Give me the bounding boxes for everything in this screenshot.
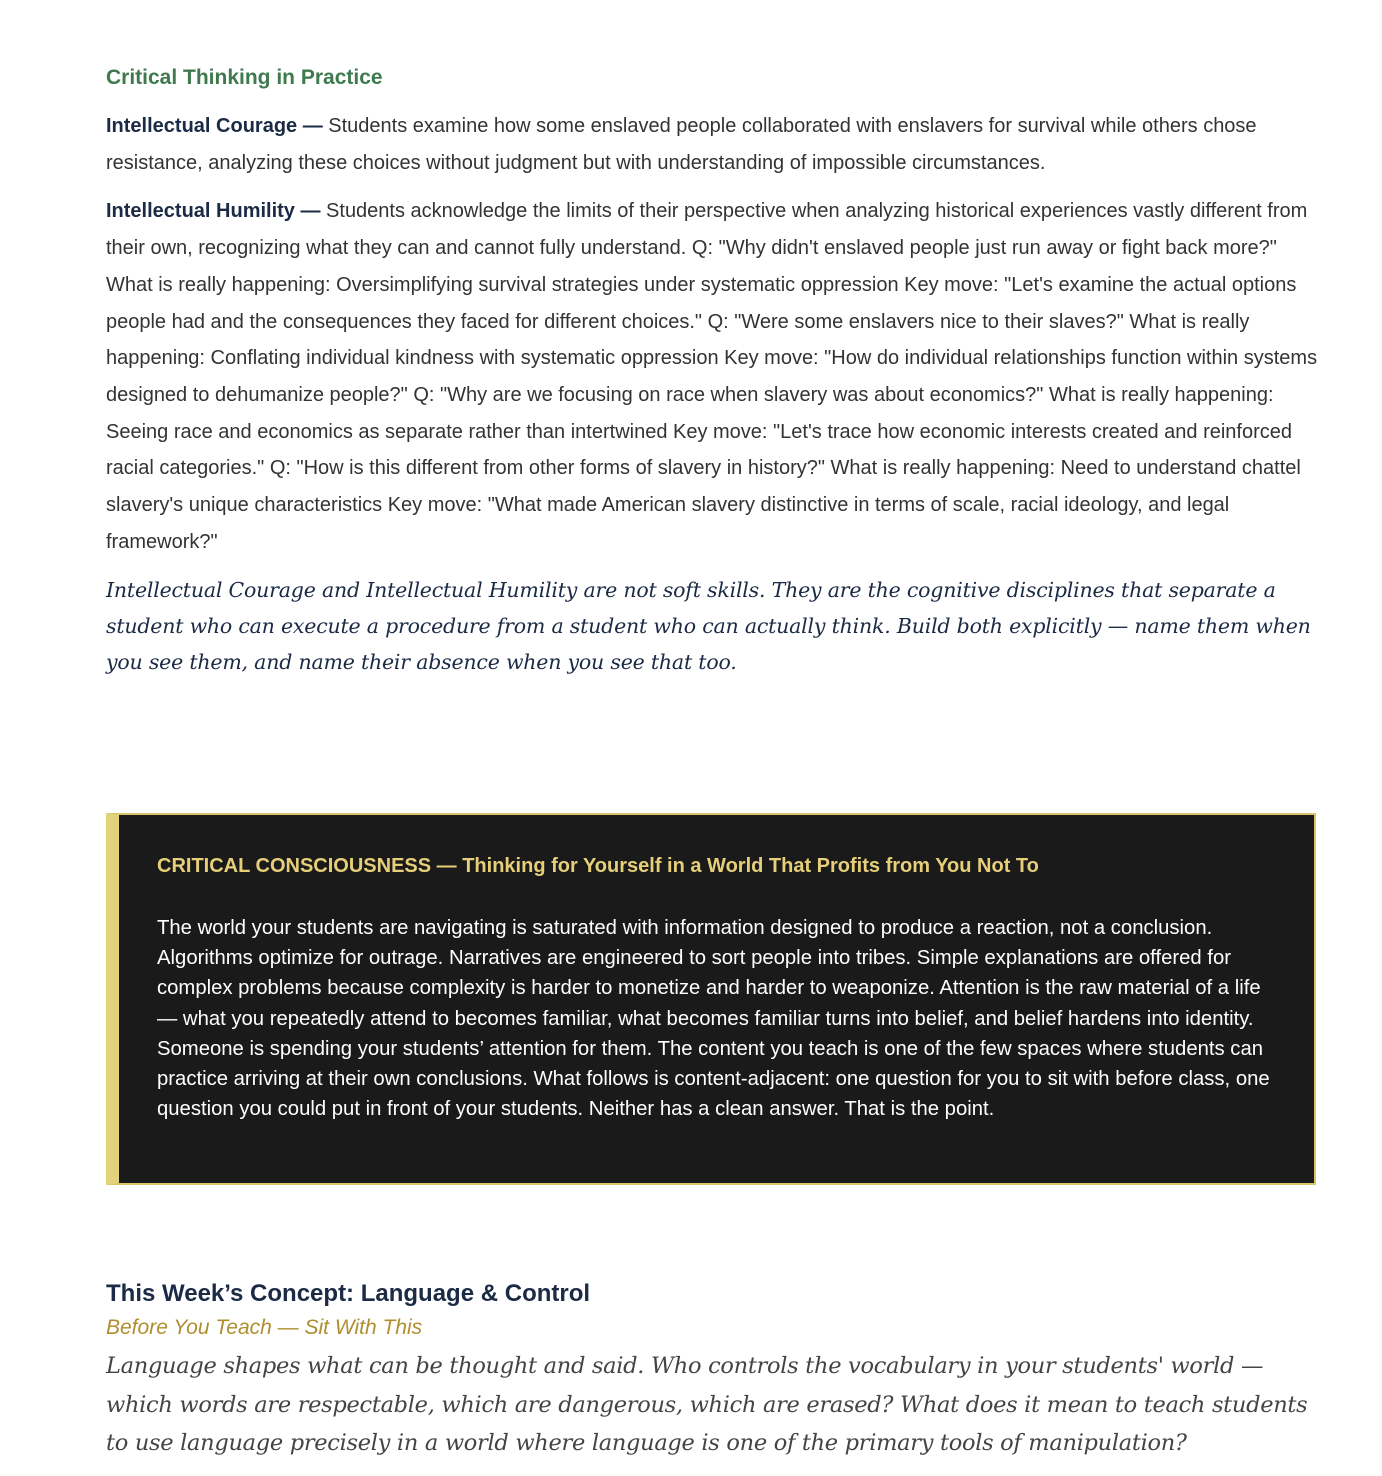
section-title: Critical Thinking in Practice — [106, 66, 383, 89]
weekly-concept-section — [106, 1277, 1318, 1463]
intellectual-humility-label: Intellectual Humility — — [106, 200, 321, 223]
closing-note: Intellectual Courage and Intellectual Humility are not soft skills. They are the cognitive disciplines that separate a student who can execute a procedure from a student who can actually think. Build both explicitly — name them when you see them, and name their absence when you see that too. — [106, 578, 1311, 675]
callout-title: CRITICAL CONSCIOUSNESS — Thinking for Yourself in a World That Profits from You Not To — [157, 855, 1039, 877]
intellectual-humility-text: Students acknowledge the limits of their perspective when analyzing historical experiences vastly different from their own, recognizing what they can and cannot fully understand. Q: "Why didn't enslaved people just run away or fight back more?" What is really happening: Oversimplifying survival strategies under systematic oppression Key move: "Let's examine the actual options people had and the consequences they faced for different choices." Q: "Were some enslavers nice to their slaves?" What is really happening: Conflating individual kindness with systematic oppression Key move: "How do individual relationships function within systems designed to dehumanize people?" Q: "Why are we focusing on race when slavery was about economics?" What is really happening: Seeing race and economics as separate rather than intertwined Key move: "Let's trace how economic interests created and reinforced racial categories." Q: "How is this different from other forms of slavery in history?" What is really happening: Need to understand chattel slavery's unique characteristics Key move: "What made American slavery distinctive in terms of scale, racial ideology, and legal framework?" — [106, 200, 1318, 553]
critical-consciousness-callout — [106, 813, 1316, 1185]
intellectual-humility-paragraph — [106, 193, 1318, 560]
intellectual-courage-paragraph — [106, 108, 1318, 181]
concept-title: This Week’s Concept: Language & Control — [106, 1280, 591, 1307]
intellectual-courage-text: Students examine how some enslaved people collaborated with enslavers for survival while others chose resistance, analyzing these choices without judgment but with understanding of impossible circumstances. — [106, 115, 1257, 174]
critical-thinking-section — [106, 62, 1318, 680]
concept-subtitle: Before You Teach — Sit With This — [106, 1316, 423, 1339]
intellectual-courage-label: Intellectual Courage — — [106, 115, 323, 137]
concept-body: Language shapes what can be thought and said. Who controls the vocabulary in your students' world — which words are respectable, which are dangerous, which are erased? What does it mean to teach students to use language precisely in a world where language is one of the primary tools of manipulation? — [106, 1353, 1308, 1456]
callout-body: The world your students are navigating is saturated with information designed to produce a reaction, not a conclusion. Algorithms optimize for outrage. Narratives are engineered to sort people into tribes. Simple explanations are offered for complex problems because complexity is harder to monetize and harder to weaponize. Attention is the raw material of a life — what you repeatedly attend to becomes familiar, what becomes familiar turns into belief, and belief hardens into identity. Someone is spending your students’ attention for them. The content you teach is one of the few spaces where students can practice arriving at their own conclusions. What follows is content-adjacent: one question for you to sit with before class, one question you could put in front of your students. Neither has a clean answer. That is the point. — [157, 917, 1270, 1121]
